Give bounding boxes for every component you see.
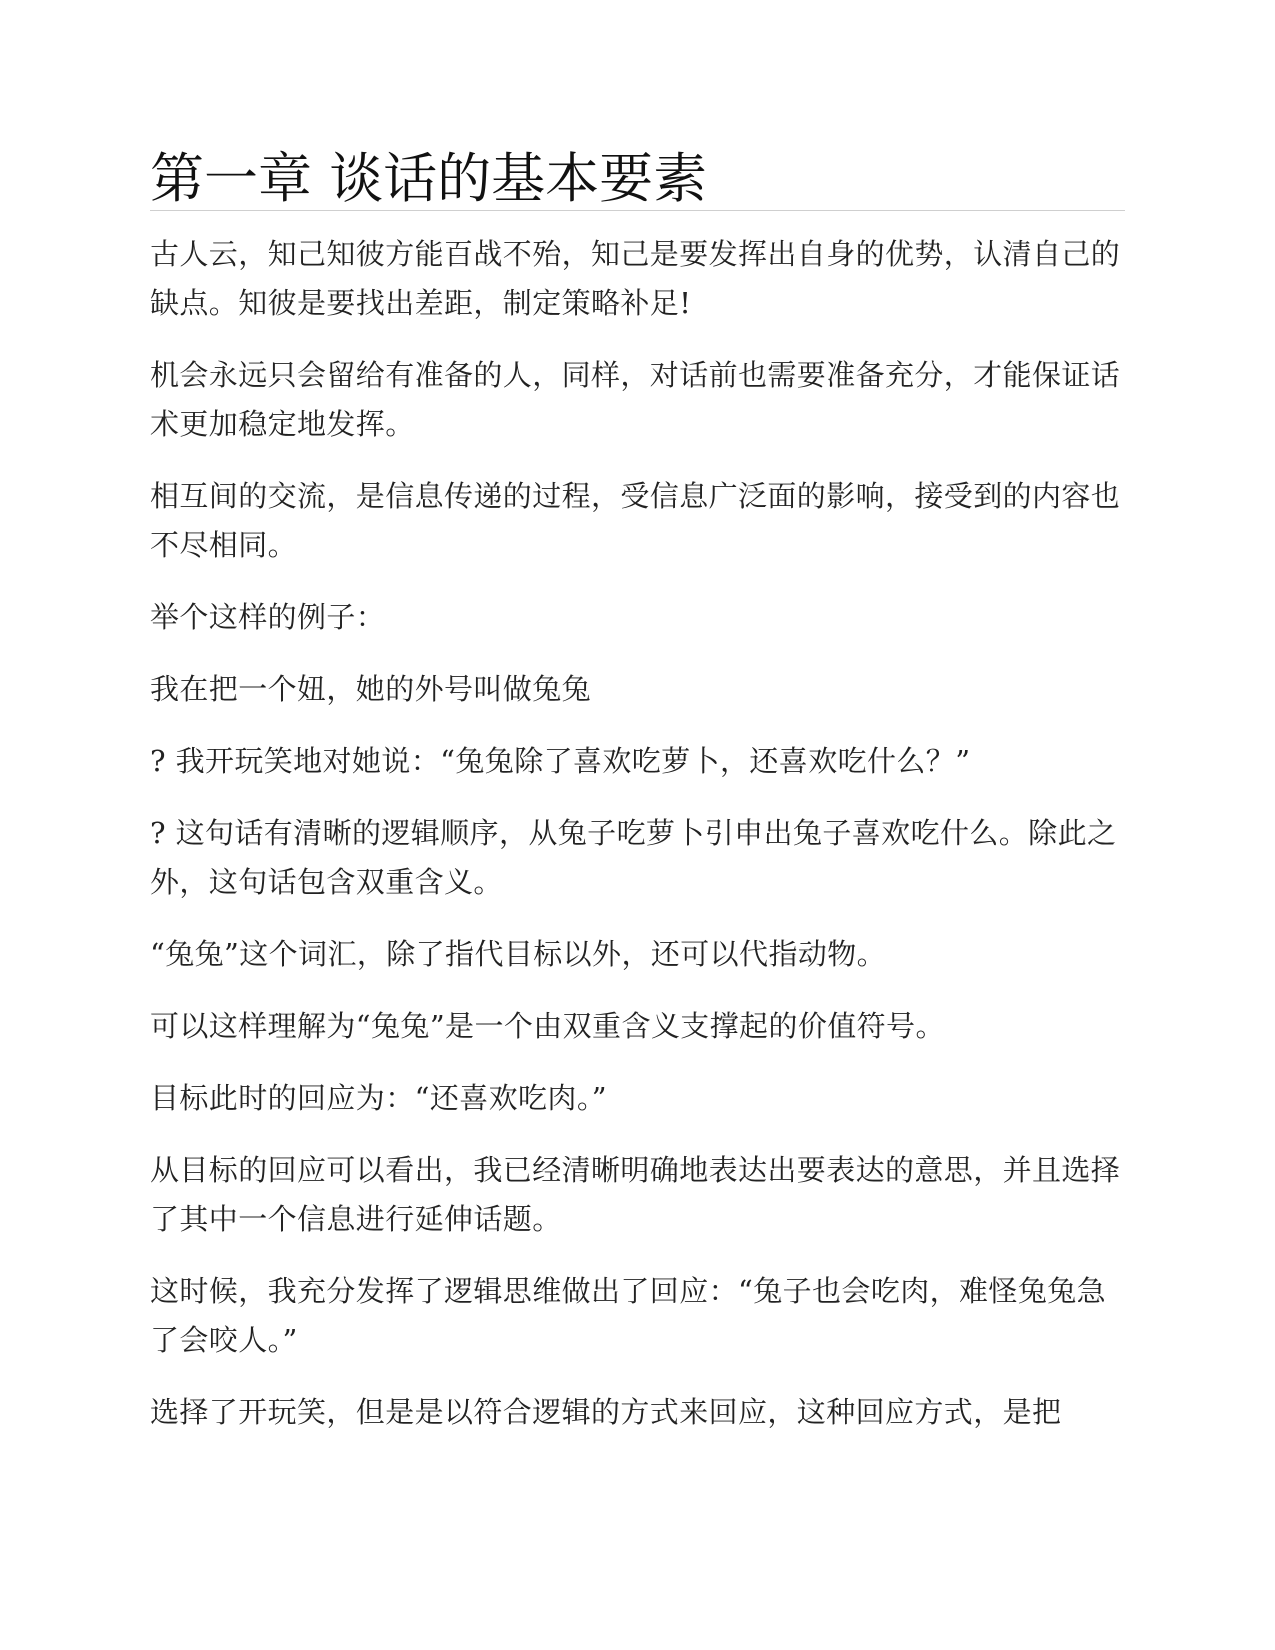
paragraph: “兔兔”这个词汇，除了指代目标以外，还可以代指动物。 (150, 937, 887, 971)
chapter-title: 第一章 谈话的基本要素 (150, 147, 708, 210)
paragraph: 举个这样的例子： (150, 600, 386, 634)
paragraph: 这时候，我充分发挥了逻辑思维做出了回应：“兔子也会吃肉，难怪兔兔急了会咬人。” (150, 1274, 1107, 1357)
paragraph: 我在把一个妞，她的外号叫做兔兔 (150, 672, 592, 706)
paragraph: 目标此时的回应为：“还喜欢吃肉。” (150, 1081, 607, 1115)
paragraph: 相互间的交流，是信息传递的过程，受信息广泛面的影响，接受到的内容也不尽相同。 (150, 479, 1121, 562)
paragraph: 选择了开玩笑，但是是以符合逻辑的方式来回应，这种回应方式，是把 (150, 1395, 1062, 1429)
title-divider (150, 210, 1125, 211)
paragraph: 可以这样理解为“兔兔”是一个由双重含义支撑起的价值符号。 (150, 1009, 945, 1043)
paragraph: ? 我开玩笑地对她说：“兔兔除了喜欢吃萝卜，还喜欢吃什么？” (150, 744, 971, 778)
paragraph: ? 这句话有清晰的逻辑顺序，从兔子吃萝卜引申出兔子喜欢吃什么。除此之外，这句话包含双重含义。 (150, 816, 1117, 899)
paragraph: 从目标的回应可以看出，我已经清晰明确地表达出要表达的意思，并且选择了其中一个信息进行延伸话题。 (150, 1153, 1121, 1236)
chapter-body (150, 230, 1125, 1460)
paragraph: 机会永远只会留给有准备的人，同样，对话前也需要准备充分，才能保证话术更加稳定地发挥。 (150, 358, 1121, 441)
paragraph: 古人云，知己知彼方能百战不殆，知己是要发挥出自身的优势，认清自己的缺点。知彼是要找出差距，制定策略补足! (150, 237, 1121, 320)
